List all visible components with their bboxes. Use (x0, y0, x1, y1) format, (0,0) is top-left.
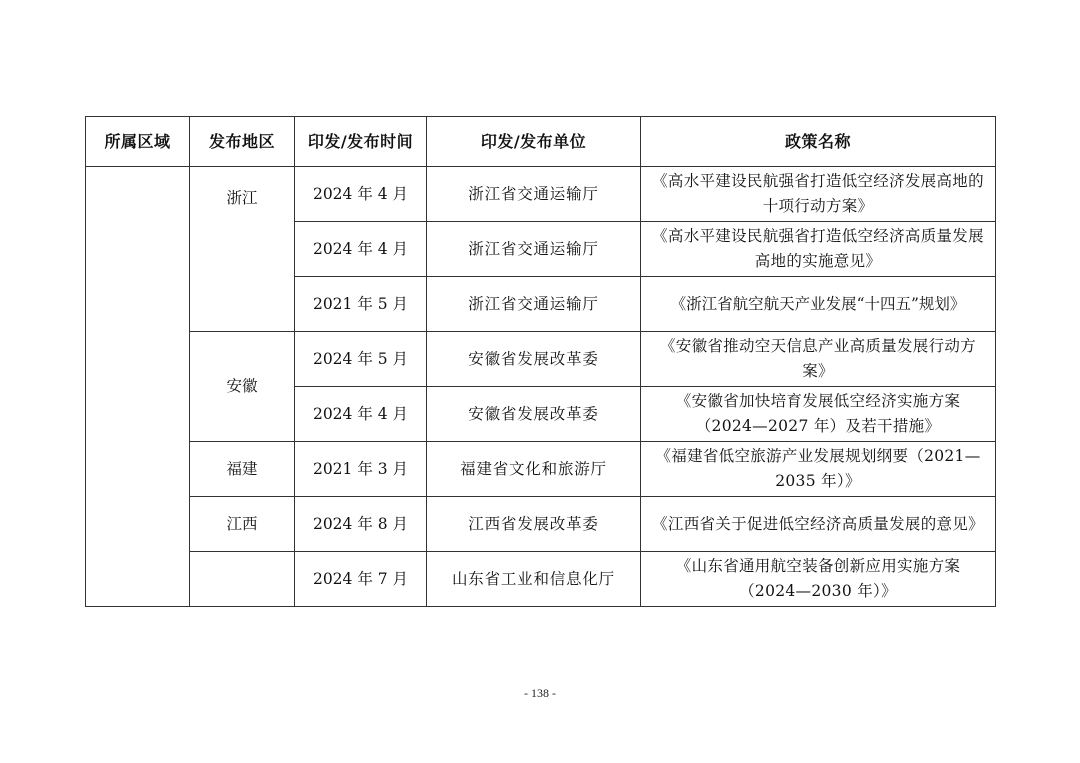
header-unit: 印发/发布单位 (427, 117, 641, 167)
table-row (86, 332, 996, 387)
date-cell: 2024 年 7 月 (295, 552, 427, 607)
region-cell-zhejiang: 浙江 (190, 167, 295, 332)
unit-cell: 山东省工业和信息化厅 (427, 552, 641, 607)
policy-cell: 《山东省通用航空装备创新应用实施方案（2024—2030 年）》 (641, 552, 996, 607)
unit-cell: 安徽省发展改革委 (427, 332, 641, 387)
policy-cell: 《高水平建设民航强省打造低空经济发展高地的十项行动方案》 (641, 167, 996, 222)
table-header-row (86, 117, 996, 167)
header-date: 印发/发布时间 (295, 117, 427, 167)
unit-cell: 浙江省交通运输厅 (427, 222, 641, 277)
policy-cell: 《高水平建设民航强省打造低空经济高质量发展高地的实施意见》 (641, 222, 996, 277)
unit-cell: 浙江省交通运输厅 (427, 167, 641, 222)
policy-cell: 《浙江省航空航天产业发展“十四五”规划》 (641, 277, 996, 332)
unit-cell: 福建省文化和旅游厅 (427, 442, 641, 497)
table-row (86, 167, 996, 222)
region-cell-shandong (190, 552, 295, 607)
date-cell: 2024 年 5 月 (295, 332, 427, 387)
policy-cell: 《福建省低空旅游产业发展规划纲要（2021—2035 年）》 (641, 442, 996, 497)
region-cell-anhui: 安徽 (190, 332, 295, 442)
date-cell: 2024 年 4 月 (295, 222, 427, 277)
table-row (86, 497, 996, 552)
policy-cell: 《安徽省推动空天信息产业高质量发展行动方案》 (641, 332, 996, 387)
page-number: - 138 - (524, 686, 556, 700)
date-cell: 2021 年 5 月 (295, 277, 427, 332)
policy-cell: 《江西省关于促进低空经济高质量发展的意见》 (641, 497, 996, 552)
date-cell: 2021 年 3 月 (295, 442, 427, 497)
date-cell: 2024 年 4 月 (295, 167, 427, 222)
region-cell-jiangxi: 江西 (190, 497, 295, 552)
area-cell (86, 167, 190, 607)
date-cell: 2024 年 4 月 (295, 387, 427, 442)
table-row (86, 552, 996, 607)
table-row (86, 442, 996, 497)
region-cell-fujian: 福建 (190, 442, 295, 497)
policy-cell: 《安徽省加快培育发展低空经济实施方案（2024—2027 年）及若干措施》 (641, 387, 996, 442)
header-policy: 政策名称 (641, 117, 996, 167)
header-region: 发布地区 (190, 117, 295, 167)
unit-cell: 江西省发展改革委 (427, 497, 641, 552)
unit-cell: 浙江省交通运输厅 (427, 277, 641, 332)
date-cell: 2024 年 8 月 (295, 497, 427, 552)
unit-cell: 安徽省发展改革委 (427, 387, 641, 442)
policy-table (85, 116, 996, 607)
header-area: 所属区域 (86, 117, 190, 167)
